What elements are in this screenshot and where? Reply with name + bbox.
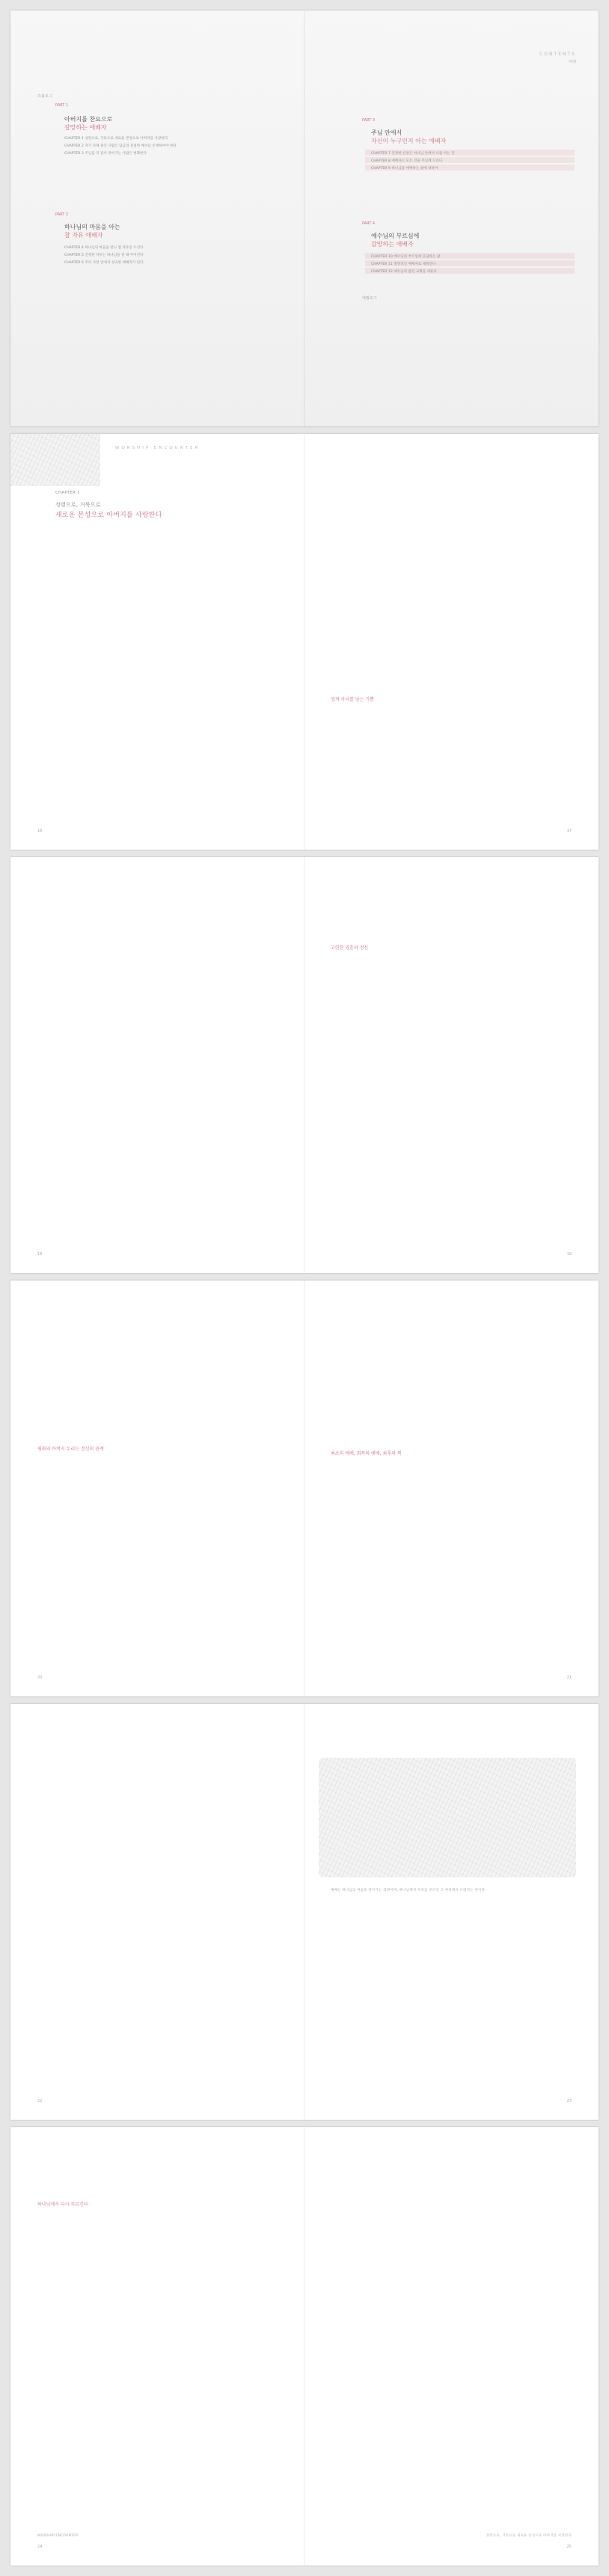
part-title: 하나님의 마음을 아는: [64, 224, 120, 230]
toc-item[interactable]: CHAPTER 10 예수님의 부르심에 응답하는 삶: [371, 255, 441, 259]
contents-label: CONTENTS: [539, 52, 576, 57]
section-heading: 최초의 예배, 회복의 예배, 최후의 책: [331, 1451, 402, 1456]
running-head: WORSHIP ENCOUNTER: [37, 2534, 79, 2538]
contents-sub: 차례: [568, 60, 576, 64]
toc-item[interactable]: CHAPTER 7 진정한 신앙은 하나님 안에서 나를 아는 것: [371, 152, 455, 156]
toc-item[interactable]: CHAPTER 4 하나님의 마음을 알고 참 자유를 누린다: [64, 246, 144, 250]
page-number: 22: [37, 2099, 43, 2103]
toc-item[interactable]: CHAPTER 12 예수님의 몸된 교회를 세운다: [371, 270, 437, 274]
part-title: 예수님의 부르심에: [371, 233, 420, 239]
chapter-number: CHAPTER 1: [55, 491, 80, 495]
spine-shadow: [304, 1704, 305, 2120]
toc-item[interactable]: CHAPTER 3 주님을 더 깊이 알아가는 사람은 변화한다: [64, 152, 147, 156]
page-number: 17: [566, 829, 572, 833]
page-number: 20: [37, 1675, 43, 1680]
chapter-title-line1: 성령으로, 거룩으로: [55, 502, 101, 508]
section-heading: 고린한 영혼의 정신: [331, 945, 369, 951]
part-title: 갈망하는 애배자: [64, 124, 107, 131]
page-number: 16: [37, 829, 43, 833]
toc-item[interactable]: CHAPTER 1 성령으로, 거룩으로 새로운 본성으로 아버지를 사랑한다: [64, 137, 168, 141]
page-number: 19: [566, 1252, 572, 1257]
toc-spread: [10, 10, 599, 426]
part-label: PART 1: [55, 103, 69, 108]
page-number: 25: [566, 2545, 572, 2549]
spine-shadow: [304, 2127, 305, 2566]
chapter-title-line2: 새로운 본성으로 아버지를 사랑한다: [55, 512, 162, 519]
text-spread: [10, 857, 599, 1273]
toc-item[interactable]: CHAPTER 9 하나님을 예배하는 삶에 대하여: [371, 167, 438, 171]
page-number: 23: [566, 2099, 572, 2103]
part-label: PART 4: [362, 221, 376, 226]
toc-item[interactable]: CHAPTER 8 예배자는 모든 것을 주님께 드린다: [371, 159, 443, 163]
page-number: 24: [37, 2545, 43, 2549]
text-spread: [10, 2127, 599, 2566]
part-title: 주님 안에서: [371, 129, 403, 136]
figure-caption: 예배는 하나님의 마음을 알아가는 과정이며, 하나님께서 우리를 부르신 그 자리에서 드려지는 것이다.: [331, 1889, 486, 1892]
toc-item[interactable]: CHAPTER 2 자기 자체 중인 사람은 담금의 신실한 예수를 존재하여야 한다: [64, 144, 177, 148]
toc-item[interactable]: CHAPTER 6 주의 사랑 안에서 성숙한 예배자가 된다: [64, 261, 144, 265]
part-title: 갈망하는 애배자: [371, 241, 414, 248]
toc-item[interactable]: CHAPTER 5 진정한 자유는 하나님을 알 때 주어진다: [64, 254, 144, 257]
part-label: PART 2: [55, 212, 69, 217]
part-label: PART 3: [362, 118, 376, 123]
section-heading: 평화의 아버지 누리는 정신의 관계: [37, 1447, 104, 1452]
part-title: 참 자유 애배자: [64, 232, 103, 239]
illustration-spread: [10, 1704, 599, 2120]
part-title: 자신이 누구인지 아는 애배자: [371, 138, 447, 144]
illustration-sketch: [319, 1758, 576, 1877]
spine-shadow: [304, 434, 305, 850]
chapter-opener-spread: [10, 434, 599, 850]
part-title: 아버지를 찬요으로: [64, 116, 113, 123]
toc-item[interactable]: CHAPTER 11 열정적인 예배자로 세워진다: [371, 263, 436, 266]
overline: WORSHIP ENCOUNTER: [115, 446, 201, 450]
running-head: 성령으로, 거룩으로 새로운 본성으로 아버지를 사랑한다: [486, 2534, 572, 2538]
page-number: 21: [566, 1675, 572, 1680]
text-spread: [10, 1281, 599, 1696]
section-heading: 영적 자녀를 낳는 기쁨: [331, 697, 374, 702]
page-number: 18: [37, 1252, 43, 1257]
section-heading: 하나님께서 다시 부르신다: [37, 2202, 88, 2207]
spine-shadow: [304, 1281, 305, 1696]
prologue-label: 프롤로그: [37, 94, 53, 99]
decorative-sketch: [10, 434, 100, 486]
spine-shadow: [304, 10, 305, 426]
spine-shadow: [304, 857, 305, 1273]
epilogue-label: 에필로그: [362, 296, 378, 301]
